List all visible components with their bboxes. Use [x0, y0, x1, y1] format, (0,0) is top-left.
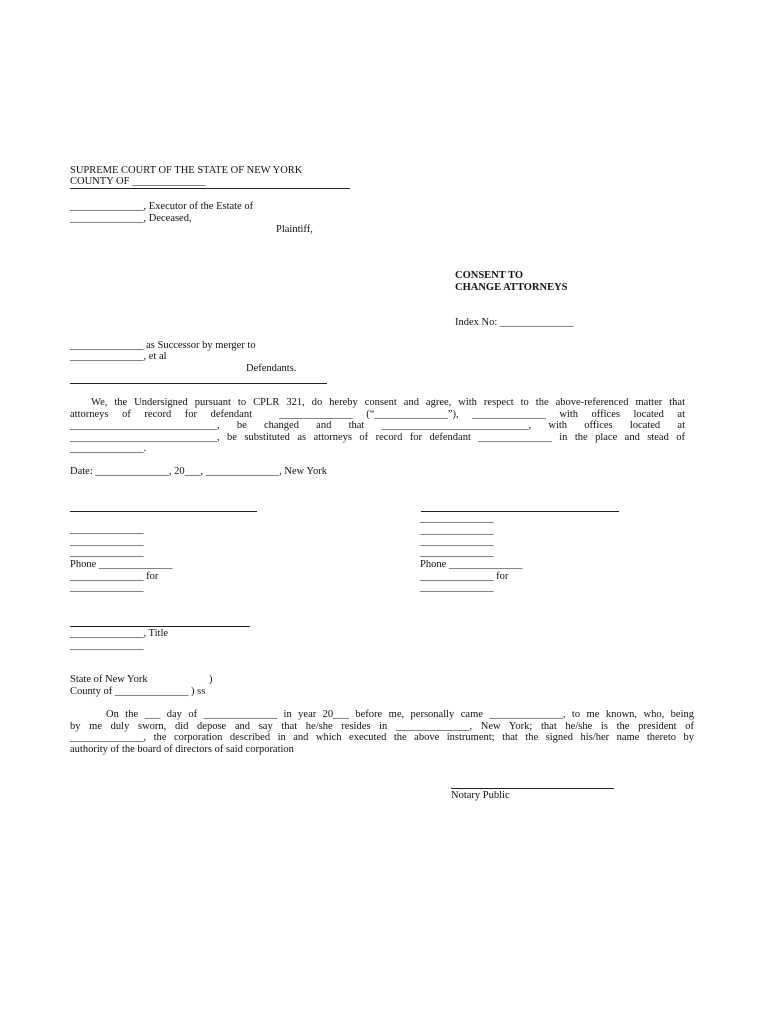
right-blank-1: ______________: [420, 513, 494, 524]
notary-label: Notary Public: [451, 790, 510, 801]
consent-line-1: We, the Undersigned pursuant to CPLR 321, do hereby consent and agree, with respect to the above-referenced matter that: [91, 397, 685, 408]
doc-title-line-1: CONSENT TO: [455, 270, 523, 281]
plaintiff-line-2: ______________, Deceased,: [70, 213, 192, 224]
left-signature-line: [70, 511, 257, 512]
defendant-role: Defendants.: [246, 363, 297, 374]
title-line: ______________, Title: [70, 628, 169, 639]
right-blank-3: ______________: [420, 536, 494, 547]
title-blank: ______________: [70, 640, 144, 651]
consent-paragraph: [70, 397, 685, 455]
consent-line-2: attorneys of record for defendant ______________ (“______________”), ______________ with offices located at: [70, 408, 685, 420]
left-blank-3: ______________: [70, 547, 144, 558]
caption-rule-bottom: [70, 383, 327, 384]
notary-signature-line: [451, 788, 614, 789]
defendant-line-2: ______________, et al: [70, 351, 167, 362]
left-for: ______________ for: [70, 571, 159, 582]
right-blank-2: ______________: [420, 525, 494, 536]
notary-paragraph: [70, 709, 694, 755]
right-blank-3b: ______________: [420, 547, 494, 558]
notary-line-4: authority of the board of directors of said corporation: [70, 743, 294, 755]
consent-line-5: ______________.: [70, 443, 147, 455]
doc-title-line-2: CHANGE ATTORNEYS: [455, 282, 568, 293]
date-line: Date: ______________, 20___, ______________, New York: [70, 466, 327, 477]
left-blank-1: ______________: [70, 524, 144, 535]
index-number: Index No: ______________: [455, 317, 574, 328]
notary-line-3: ______________, the corporation described in and which executed the above instrument; that the signed his/her name thereto by: [70, 732, 694, 744]
notary-line-1: On the ___ day of ______________ in year 20___ before me, personally came ______________, to me known, who, being: [106, 709, 694, 720]
left-blank-4: ______________: [70, 582, 144, 593]
defendant-line-1: ______________ as Successor by merger to: [70, 340, 256, 351]
caption-rule-top: [70, 188, 350, 189]
right-signature-line: [421, 511, 619, 512]
right-blank-4: ______________: [420, 582, 494, 593]
notary-county: County of ______________ ) ss: [70, 686, 206, 697]
county-line: COUNTY OF ______________: [70, 176, 206, 187]
plaintiff-line-1: ______________, Executor of the Estate of: [70, 201, 254, 212]
notary-line-2: by me duly sworn, did depose and say that he/she resides in ______________, New York; that he/she is the president of: [70, 720, 694, 732]
consent-line-3: ____________________________, be changed and that ____________________________, with offices located at: [70, 420, 685, 432]
plaintiff-role: Plaintiff,: [276, 224, 313, 235]
right-phone: Phone ______________: [420, 559, 523, 570]
court-name: SUPREME COURT OF THE STATE OF NEW YORK: [70, 165, 303, 176]
left-phone: Phone ______________: [70, 559, 173, 570]
title-signature-line: [70, 626, 250, 627]
consent-line-4: ____________________________, be substituted as attorneys of record for defendant ______________ in the place and stead of: [70, 431, 685, 443]
left-blank-2: ______________: [70, 536, 144, 547]
notary-state: State of New York: [70, 674, 148, 685]
right-for: ______________ for: [420, 571, 509, 582]
notary-paren: ): [209, 674, 213, 685]
